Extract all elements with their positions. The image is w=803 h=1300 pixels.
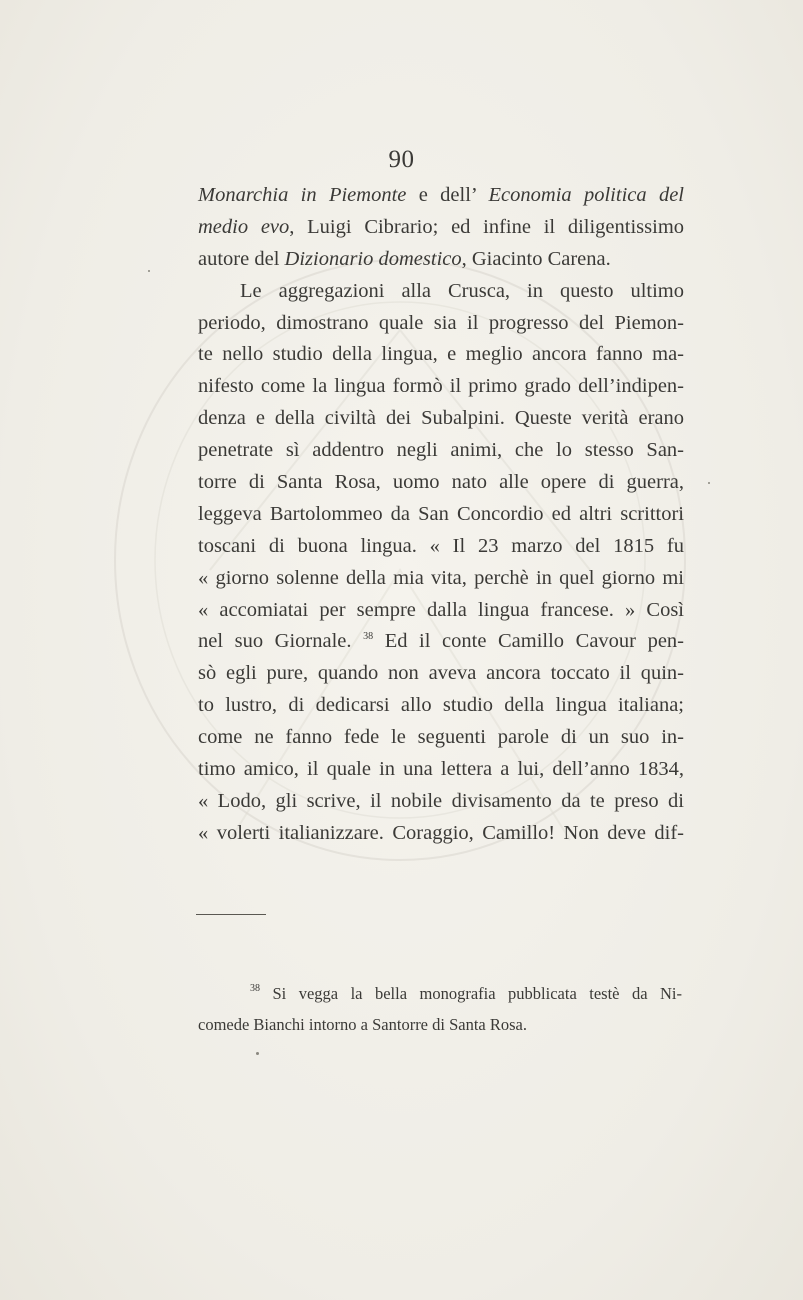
- text-line: periodo, dimostrano quale sia il progresso del Piemon-: [198, 311, 684, 334]
- footnote-marker: 38: [250, 983, 260, 994]
- paper-speck: [708, 482, 710, 484]
- text-line: Monarchia in Piemonte e dell’ Economia politica del: [198, 184, 684, 206]
- footnote-line: [198, 978, 682, 1009]
- text-line: toscani di buona lingua. « Il 23 marzo del 1815 fu: [198, 534, 684, 557]
- text-line: « accomiatai per sempre dalla lingua francese. » Così: [198, 598, 684, 621]
- footnote-divider: [196, 914, 266, 915]
- text-line: te nello studio della lingua, e meglio ancora fanno ma-: [198, 343, 684, 366]
- footnote-text: Si vegga la bella monografia pubblicata testè da Ni-: [272, 984, 683, 1003]
- text-line: nel suo Giornale. $^{38}$ Ed il conte Camillo Cavour pen-: [198, 630, 685, 653]
- text-line: medio evo, Luigi Cibrario; ed infine il diligentissimo: [198, 215, 685, 238]
- footnote-reference[interactable]: 38: [363, 631, 374, 643]
- text-line: autore del Dizionario domestico, Giacinto Carena.: [198, 247, 611, 270]
- italic-title: Dizionario domestico: [284, 247, 462, 270]
- text-line: leggeva Bartolommeo da San Concordio ed altri scrittori: [198, 502, 684, 525]
- text-line: to lustro, di dedicarsi allo studio della lingua italiana;: [198, 694, 684, 717]
- text-line: denza e della civiltà dei Subalpini. Queste verità erano: [198, 407, 684, 430]
- text-line: « Lodo, gli scrive, il nobile divisamento da te preso di: [198, 789, 684, 812]
- footnote: [198, 978, 682, 1040]
- italic-title: medio evo: [198, 215, 290, 238]
- text-line: timo amico, il quale in una lettera a lui, dell’anno 1834,: [198, 758, 684, 781]
- footnote-line: comede Bianchi intorno a Santorre di Santa Rosa.: [198, 1015, 528, 1034]
- text-line: « giorno solenne della mia vita, perchè in quel giorno mi: [198, 566, 684, 589]
- body-text: [198, 180, 684, 850]
- text-line: Le aggregazioni alla Crusca, in questo ultimo: [240, 279, 684, 302]
- text-line: come ne fanno fede le seguenti parole di un suo in-: [198, 726, 684, 749]
- page-number: 90: [388, 146, 415, 173]
- text-line: « volerti italianizzare. Coraggio, Camillo! Non deve dif-: [198, 821, 684, 844]
- text-line: sò egli pure, quando non aveva ancora toccato il quin-: [198, 662, 684, 685]
- italic-title: Monarchia in Piemonte: [198, 184, 407, 206]
- text-line: penetrate sì addentro negli animi, che lo stesso San-: [198, 439, 684, 462]
- paper-speck: [148, 270, 150, 272]
- paper-speck: [256, 1052, 259, 1055]
- text-line: nifesto come la lingua formò il primo grado dell’indipen-: [198, 375, 684, 398]
- text-line: torre di Santa Rosa, uomo nato alle opere di guerra,: [198, 471, 684, 494]
- italic-title: Economia politica del: [488, 184, 684, 206]
